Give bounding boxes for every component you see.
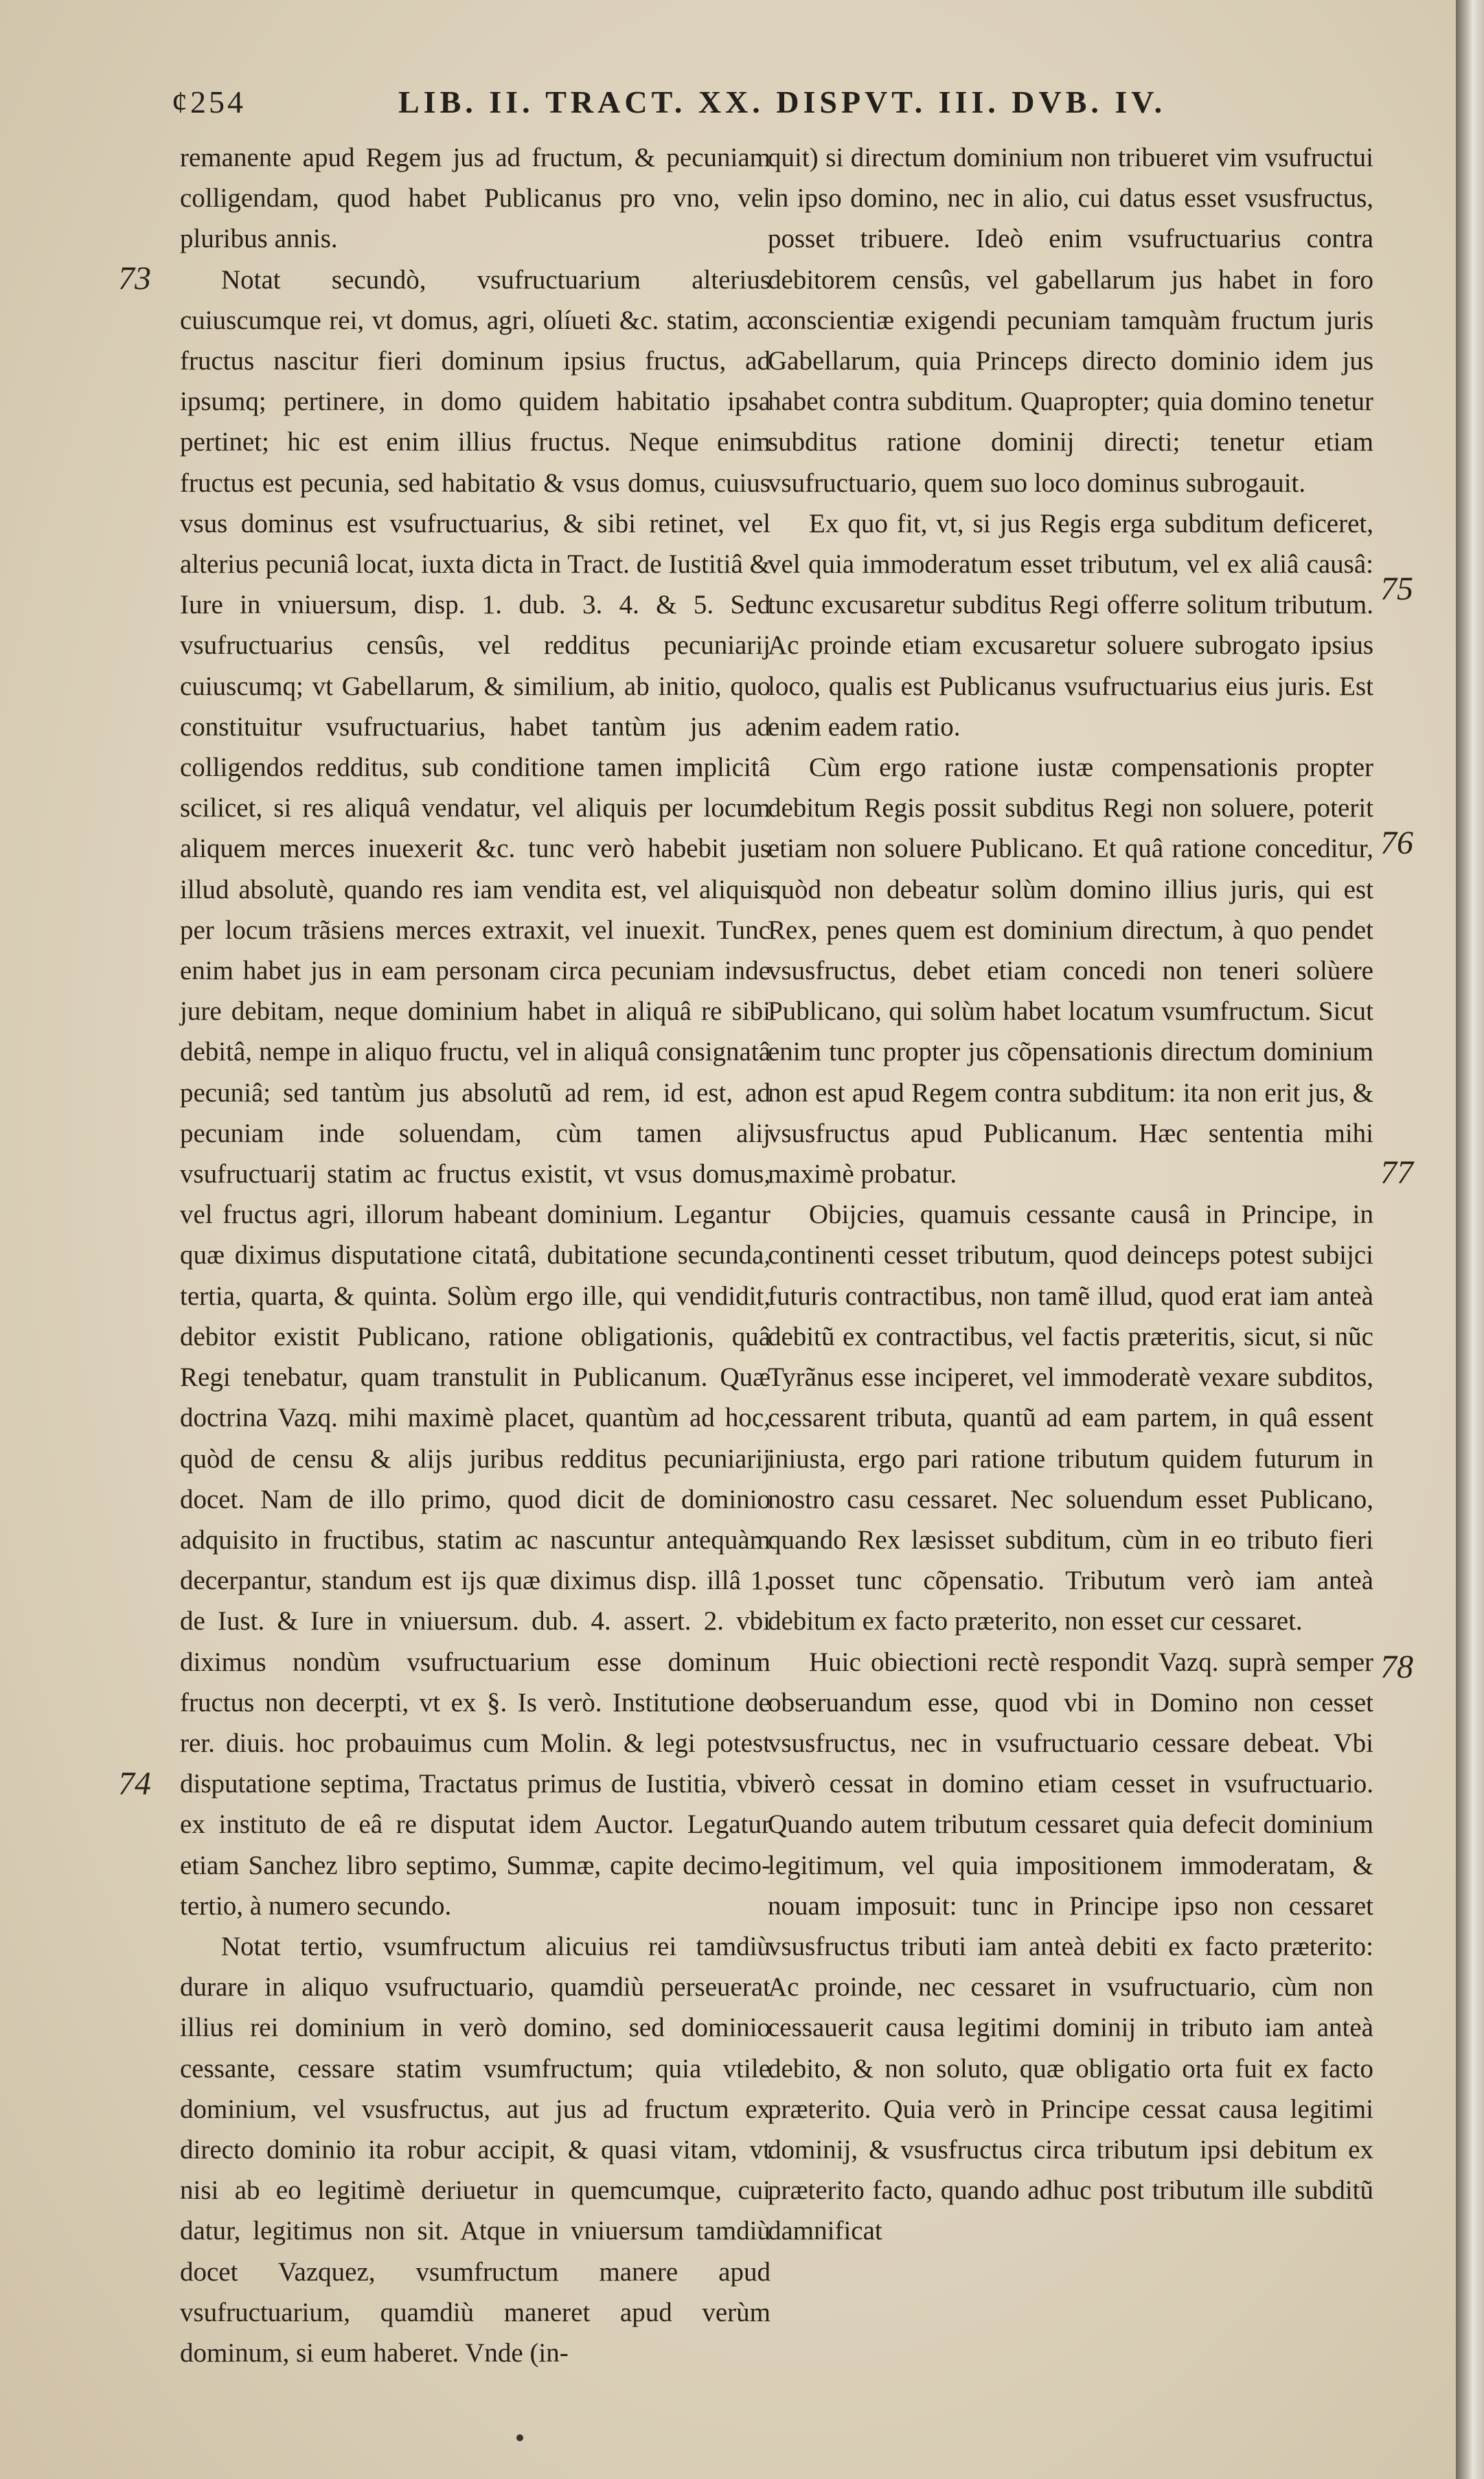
paragraph: Ex quo fit, vt, si jus Regis erga subditum deficeret, vel quia immoderatum esset tributum, vel ex aliâ causâ: tunc excusaretur subditus Regi offerre solitum tributum. Ac proinde etiam excusaretur soluere subrogato ipsius loco, qualis est Publicanus vsufructuarius eius juris. Est enim eadem ratio. xyxy=(768,508,1373,742)
paragraph: Notat tertio, vsumfructum alicuius rei tamdiù durare in aliquo vsufructuario, quamdiù perseuerat illius rei dominium in verò domino, sed dominio cessante, cessare statim vsumfructum; quia vtile dominium, vel vsusfructus, aut jus ad fructum ex directo dominio ita robur accipit, & quasi vitam, vt nisi ab eo legitimè deriuetur in quemcumque, cui datur, legitimus non sit. Atque in vniuersum tamdiù docet Vazquez, vsumfructum manere apud vsufructuarium, quamdiù maneret apud verùm dominum, si eum haberet. Vnde (in- xyxy=(180,1931,770,2368)
paragraph: Cùm ergo ratione iustæ compensationis propter debitum Regis possit subditus Regi non soluere, poterit etiam non soluere Publicano. Et quâ ratione conceditur, quòd non debeatur solùm domino illius juris, qui est Rex, penes quem est dominium directum, à quo pendet vsusfructus, debet etiam concedi non teneri solùere Publicano, qui solùm habet locatum vsumfructum. Sicut enim tunc propter jus cõpensationis directum dominium non est apud Regem contra subditum: ita non erit jus, & vsusfructus apud Publicanum. Hæc sententia mihi maximè probatur. xyxy=(768,753,1373,1189)
left-column xyxy=(180,137,770,2373)
ink-spot xyxy=(516,2434,523,2441)
page-edge xyxy=(1456,0,1484,2479)
paragraph: Notat secundò, vsufructuarium alterius cuiuscumque rei, vt domus, agri, olíueti &c. statim, ac fructus nascitur fieri dominum ipsius fructus, ad ipsumq; pertinere, in domo quidem habitatio ipsa pertinet; hic est enim illius fructus. Neque enim fructus est pecunia, sed habitatio & vsus domus, cuius vsus dominus est vsufructuarius, & sibi retinet, vel alterius pecuniâ locat, iuxta dicta in Tract. de Iustitiâ & Iure in vniuersum, disp. 1. dub. 3. 4. & 5. Sed vsufructuarius censûs, vel redditus pecuniarij cuiuscumq; vt Gabellarum, & similium, ab initio, quo constituitur vsufructuarius, habet tantùm jus ad colligendos redditus, sub conditione tamen implicitâ scilicet, si res aliquâ vendatur, vel aliquis per locum aliquem merces inuexerit &c. tunc verò habebit jus illud absolutè, quando res iam vendita est, vel aliquis per locum trãsiens merces extraxit, vel inuexit. Tunc enim habet jus in eam personam circa pecuniam inde jure debitam, neque dominium habet in aliquâ re sibi debitâ, nempe in aliquo fructu, vel in aliquâ consignatâ pecuniâ; sed tantùm jus absolutũ ad rem, id est, ad pecuniam inde soluendam, cùm tamen alij vsufructuarij statim ac fructus existit, vt vsus domus, vel fructus agri, illorum habeant dominium. Legantur quæ diximus disputatione citatâ, dubitatione secunda, tertia, quarta, & quinta. Solùm ergo ille, qui vendidit, debitor existit Publicano, ratione obligationis, quâ Regi tenebatur, quam transtulit in Publicanum. Quæ doctrina Vazq. mihi maximè placet, quantùm ad hoc, quòd de censu & alijs juribus redditus pecuniarij docet. Nam de illo primo, quod dicit de dominio adquisito in fructibus, statim ac nascuntur antequàm decerpantur, standum est ijs quæ diximus disp. illâ 1. de Iust. & Iure in vniuersum. dub. 4. assert. 2. vbi diximus nondùm vsufructuarium esse dominum fructus non decerpti, vt ex §. Is verò. Institutione de rer. diuis. hoc probauimus cum Molin. & legi potest disputatione septima, Tractatus primus de Iustitia, vbi ex instituto de eâ re disputat idem Auctor. Legatur etiam Sanchez libro septimo, Summæ, capite decimo-tertio, à numero secundo. xyxy=(180,264,770,1921)
margin-number: 73 xyxy=(118,260,151,297)
running-head: LIB. II. TRACT. XX. DISPVT. III. DVB. IV. xyxy=(398,84,1167,119)
margin-number: 77 xyxy=(1380,1154,1413,1191)
running-header xyxy=(172,84,1394,139)
paragraph: remanente apud Regem jus ad fructum, & pecuniam colligendam, quod habet Publicanus pro vno, vel pluribus annis. xyxy=(180,143,770,254)
margin-number: 76 xyxy=(1380,825,1413,861)
right-column xyxy=(768,137,1373,2252)
margin-number: 78 xyxy=(1380,1649,1413,1685)
paragraph: Huic obiectioni rectè respondit Vazq. suprà semper obseruandum esse, quod vbi in Domino non cesset vsusfructus, nec in vsufructuario cessare debeat. Vbi verò cessat in domino etiam cesset in vsufructuario. Quando autem tributum cessaret quia defecit dominium legitimum, vel quia impositionem immoderatam, & nouam imposuit: tunc in Principe ipso non cessaret vsusfructus tributi iam anteà debiti ex facto præterito: Ac proinde, nec cessaret in vsufructuario, cùm non cessauerit causa legitimi dominij in tributo iam anteà debito, & non soluto, quæ obligatio orta fuit ex facto præterito. Quia verò in Principe cessat causa legitimi dominij, & vsusfructus circa tributum ipsi debitum ex præterito facto, quando adhuc post tributum ille subditũ damnificat xyxy=(768,1647,1373,2246)
paragraph: quit) si directum dominium non tribueret vim vsufructui in ipso domino, nec in alio, cui datus esset vsusfructus, posset tribuere. Ideò enim vsufructuarius contra debitorem censûs, vel gabellarum jus habet in foro conscientiæ exigendi pecuniam tamquàm fructum juris Gabellarum, quia Princeps directo dominio idem jus habet contra subditum. Quapropter; quia domino tenetur subditus ratione dominij directi; tenetur etiam vsufructuario, quem suo loco dominus subrogauit. xyxy=(768,143,1373,498)
paragraph: Obijcies, quamuis cessante causâ in Principe, in continenti cesset tributum, quod deinceps potest subijci futuris contractibus, non tamẽ illud, quod erat iam anteà debitũ ex contractibus, vel factis præteritis, sicut, si nũc Tyrãnus esse inciperet, vel immoderatè vexare subditos, cessarent tributa, quantũ ad eam partem, in quâ essent iniusta, ergo pari ratione tributum quidem futurum in nostro casu cessaret. Nec soluendum esset Publicano, quando Rex læsisset subditum, cùm in eo tributo fieri posset tunc cõpensatio. Tributum verò iam anteà debitum ex facto præterito, non esset cur cessaret. xyxy=(768,1200,1373,1636)
margin-number: 74 xyxy=(118,1766,151,1802)
margin-number: 75 xyxy=(1380,571,1413,607)
page-number: ¢254 xyxy=(172,84,246,119)
